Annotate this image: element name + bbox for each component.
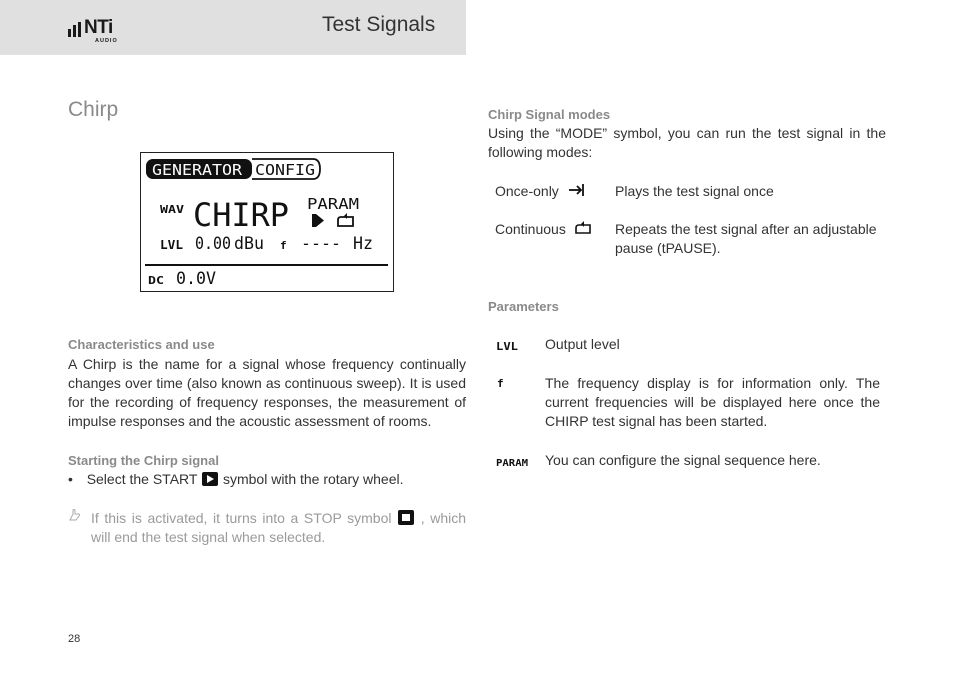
tab-config[interactable]: CONFIG (255, 161, 315, 179)
param-label: PARAM (307, 195, 359, 213)
start-symbol-icon (201, 471, 219, 487)
level-value[interactable]: 0.00 (195, 234, 231, 254)
note-text-before: If this is activated, it turns into a STOP symbol (91, 510, 392, 526)
wav-label: WAV (160, 203, 185, 216)
note-text-after: , which will end the test signal when selected. (91, 510, 467, 545)
modes-intro: Using the “MODE” symbol, you can run the test signal in the following modes: (488, 125, 886, 160)
mode-once-description: Plays the test signal once (615, 183, 774, 199)
mode-continuous-label: Continuous (495, 221, 566, 237)
note-text (91, 509, 466, 547)
level-unit: dBu (234, 234, 264, 254)
tab-generator[interactable]: GENERATOR (152, 161, 244, 179)
logo-subtext: AUDIO (95, 38, 118, 44)
param-f-symbol: f (497, 377, 504, 390)
frequency-symbol: f (280, 239, 287, 252)
signal-name[interactable]: CHIRP (193, 196, 289, 234)
mode-once-label: Once-only (495, 183, 559, 199)
page-header-title: Test Signals (322, 13, 436, 36)
frequency-value: ---- (301, 234, 341, 254)
frequency-unit: Hz (353, 234, 373, 254)
starting-text-before: Select the START (86, 471, 198, 487)
starting-heading: Starting the Chirp signal (68, 453, 219, 468)
starting-bullet (68, 470, 466, 489)
starting-text-after: symbol with the rotary wheel. (222, 471, 404, 487)
parameters-heading: Parameters (488, 299, 559, 314)
f-symbol (496, 376, 508, 390)
note-hand-icon (68, 508, 82, 522)
dc-value[interactable]: 0.0V (176, 269, 216, 289)
param-symbol (496, 454, 530, 468)
param-lvl-description: Output level (545, 336, 620, 352)
start-icon[interactable] (312, 214, 324, 227)
logo-text: NTi (84, 17, 113, 38)
section-title: Chirp (68, 98, 119, 121)
once-only-icon (568, 183, 586, 197)
characteristics-heading: Characteristics and use (68, 337, 215, 352)
mode-continuous-description: Repeats the test signal after an adjustable pause (tPAUSE). (615, 221, 877, 256)
nti-audio-logo (68, 17, 128, 45)
logo-bars-icon (68, 22, 82, 38)
modes-heading: Chirp Signal modes (488, 107, 611, 122)
param-lvl-symbol: LVL (496, 340, 519, 352)
continuous-icon (574, 220, 592, 234)
dc-label: DC (148, 274, 164, 287)
lvl-label: LVL (160, 238, 183, 252)
bullet: • (68, 471, 73, 487)
param-param-description: You can configure the signal sequence here. (545, 452, 821, 468)
param-param-symbol: PARAM (496, 458, 528, 468)
stop-symbol-icon (397, 509, 415, 526)
device-screen (140, 152, 394, 292)
characteristics-text: A Chirp is the name for a signal whose frequency continually changes over time (also known as continuous sweep). It is used for the recording of frequency responses, the measurement of impulse responses and the acoustic assessment of rooms. (68, 356, 466, 429)
page-number: 28 (68, 633, 81, 645)
lvl-symbol (496, 338, 520, 352)
continuous-mode-icon[interactable] (338, 213, 353, 226)
param-f-description: The frequency display is for information only. The current frequencies will be displayed here once the CHIRP test signal has been started. (545, 375, 880, 429)
